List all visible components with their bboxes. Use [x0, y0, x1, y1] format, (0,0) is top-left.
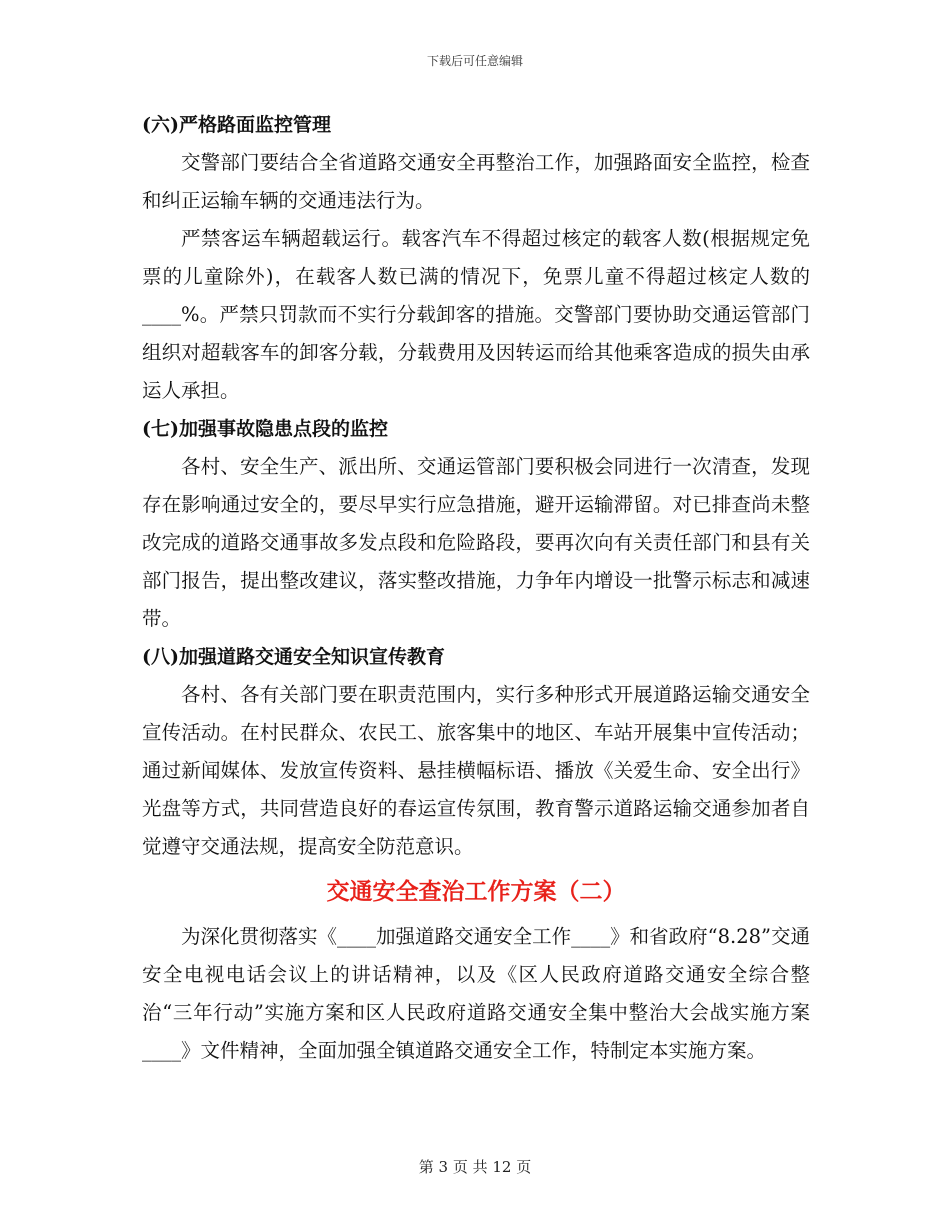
body-paragraph: 各村、各有关部门要在职责范围内，实行多种形式开展道路运输交通安全宣传活动。在村民群众、农民工、旅客集中的地区、车站开展集中宣传活动；通过新闻媒体、发放宣传资料、悬挂横幅标语、播放《关爱生命、安全出行》光盘等方式，共同营造良好的春运宣传氛围，教育警示道路运输交通参加者自觉遵守交通法规，提高安全防范意识。 [142, 683, 810, 858]
section-8 [142, 638, 810, 866]
section-7 [142, 410, 810, 638]
body-paragraph: 交警部门要结合全省道路交通安全再整治工作，加强路面安全监控，检查和纠正运输车辆的交通违法行为。 [142, 151, 810, 212]
section-heading: (六)严格路面监控管理 [142, 114, 331, 136]
body-paragraph: 各村、安全生产、派出所、交通运管部门要积极会同进行一次清查，发现存在影响通过安全的，要尽早实行应急措施，避开运输滞留。对已排查尚未整改完成的道路交通事故多发点段和危险路段，要再次向有关责任部门和县有关部门报告，提出整改建议，落实整改措施，力争年内增设一批警示标志和减速带。 [142, 455, 810, 630]
section-heading: (七)加强事故隐患点段的监控 [142, 418, 388, 440]
body-paragraph: 严禁客运车辆超载运行。载客汽车不得超过核定的载客人数(根据规定免票的儿童除外)，在载客人数已满的情况下，免票儿童不得超过核定人数的____%。严禁只罚款而不实行分载卸客的措施。交警部门要协助交通运管部门组织对超载客车的卸客分载，分载费用及因转运而给其他乘客造成的损失由承运人承担。 [142, 227, 810, 402]
plan-title: 交通安全查治工作方案（二） [326, 878, 626, 905]
section-6 [142, 106, 810, 410]
section-heading: (八)加强道路交通安全知识宣传教育 [142, 646, 445, 668]
document-body [142, 106, 810, 1070]
plan-two [142, 866, 810, 1070]
page-number: 第 3 页 共 12 页 [418, 1158, 532, 1176]
page-header-note: 下载后可任意编辑 [426, 54, 523, 68]
body-paragraph: 为深化贯彻落实《____加强道路交通安全工作____》和省政府“8.28”交通安全电视电话会议上的讲话精神，以及《区人民政府道路交通安全综合整治“三年行动”实施方案和区人民政府道路交通安全集中整治大会战实施方案____》文件精神，全面加强全镇道路交通安全工作，特制定本实施方案。 [142, 925, 810, 1062]
